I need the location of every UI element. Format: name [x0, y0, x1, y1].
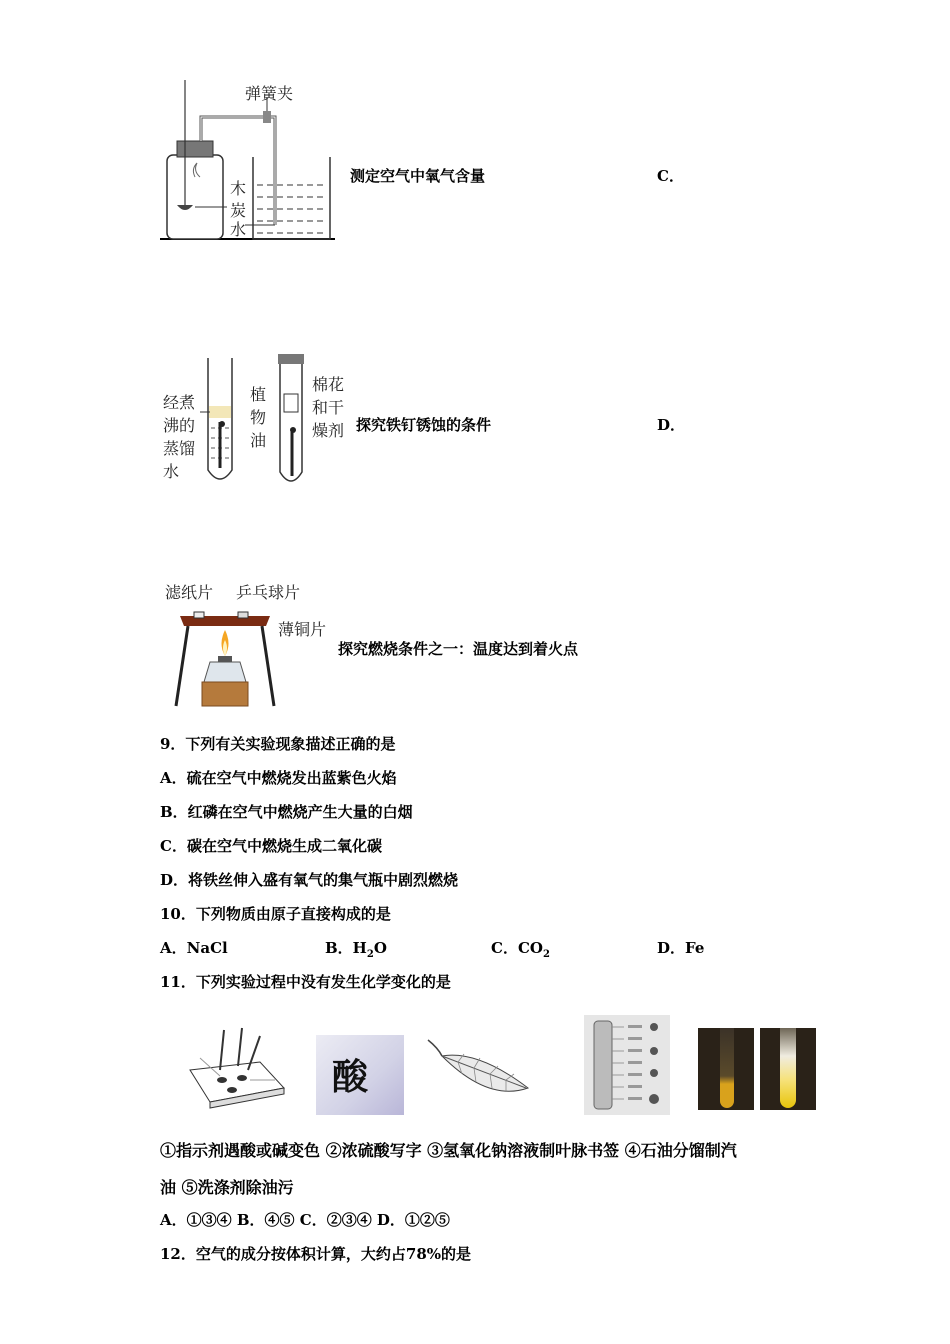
- option-label: D．: [657, 416, 686, 434]
- q11-description-line-2: 油 ⑤洗涤剂除油污: [160, 1178, 294, 1197]
- q10-c-sub: 2: [542, 949, 550, 960]
- cotton-label-1: 棉花: [312, 375, 345, 394]
- plant-oil-label-1: 植: [250, 385, 267, 404]
- experiment-caption: 探究燃烧条件之一：温度达到着火点: [338, 640, 579, 658]
- q9-option-c: C．碳在空气中燃烧生成二氧化碳: [160, 837, 382, 855]
- experiment-caption: 探究铁钉锈蚀的条件: [356, 416, 492, 434]
- experiment-caption: 测定空气中氧气含量: [350, 167, 486, 185]
- plant-oil-label-3: 油: [250, 431, 267, 450]
- boiled-water-label-2: 沸的: [163, 416, 196, 435]
- petroleum-fractionation-image: [584, 1015, 670, 1115]
- q10-option-c: [491, 937, 550, 960]
- detergent-test-tube-image-1: [698, 1028, 754, 1110]
- q9-stem: 9．下列有关实验现象描述正确的是: [160, 735, 396, 753]
- q10-b-text-2: O: [373, 939, 387, 957]
- acid-character: 酸: [332, 1056, 369, 1098]
- cotton-label-2: 和干: [312, 398, 345, 417]
- boiled-water-label-3: 蒸馏: [163, 439, 196, 458]
- q10-option-a: A．NaCl: [160, 939, 228, 957]
- charcoal-label-1: 木: [230, 179, 247, 198]
- q10-option-b: [325, 937, 387, 960]
- q11-answer-options: A．①③④ B．④⑤ C．②③④ D．①②⑤: [160, 1211, 450, 1229]
- q10-option-d: D．Fe: [657, 939, 705, 957]
- q9-option-b: B．红磷在空气中燃烧产生大量的白烟: [160, 803, 413, 821]
- indicator-spot-plate-image: [180, 1020, 295, 1110]
- q11-stem: 11．下列实验过程中没有发生化学变化的是: [160, 973, 451, 991]
- q10-b-sub: 2: [366, 949, 374, 960]
- q11-description-line-1: ①指示剂遇酸或碱变色 ②浓硫酸写字 ③氢氧化钠溶液制叶脉书签 ④石油分馏制汽: [160, 1141, 737, 1160]
- cotton-label-3: 燥剂: [312, 421, 345, 440]
- leaf-skeleton-image: [418, 1030, 533, 1100]
- charcoal-label-2: 炭: [230, 201, 247, 220]
- water-label: 水: [230, 220, 247, 239]
- q10-stem: 10．下列物质由原子直接构成的是: [160, 905, 391, 923]
- spring-clip-label: 弹簧夹: [245, 84, 294, 103]
- acid-writing-image: [316, 1035, 404, 1115]
- detergent-test-tube-image-2: [760, 1028, 816, 1110]
- q9-option-a: A．硫在空气中燃烧发出蓝紫色火焰: [160, 769, 397, 787]
- q10-c-text: C．CO: [491, 939, 543, 957]
- pingpong-label: 乒乓球片: [236, 583, 301, 602]
- filter-paper-label: 滤纸片: [165, 583, 214, 602]
- q9-option-d: D．将铁丝伸入盛有氧气的集气瓶中剧烈燃烧: [160, 871, 459, 889]
- copper-sheet-label: 薄铜片: [278, 620, 327, 639]
- option-label: C．: [657, 167, 684, 185]
- q10-b-text: B．H: [325, 939, 367, 957]
- q12-stem: 12．空气的成分按体积计算，大约占78%的是: [160, 1245, 472, 1263]
- boiled-water-label-4: 水: [163, 462, 180, 481]
- combustion-apparatus: [170, 600, 280, 710]
- boiled-water-label-1: 经煮: [163, 393, 196, 412]
- plant-oil-label-2: 物: [250, 408, 267, 427]
- test-tube-1: [720, 1028, 734, 1108]
- test-tube-2: [780, 1028, 796, 1108]
